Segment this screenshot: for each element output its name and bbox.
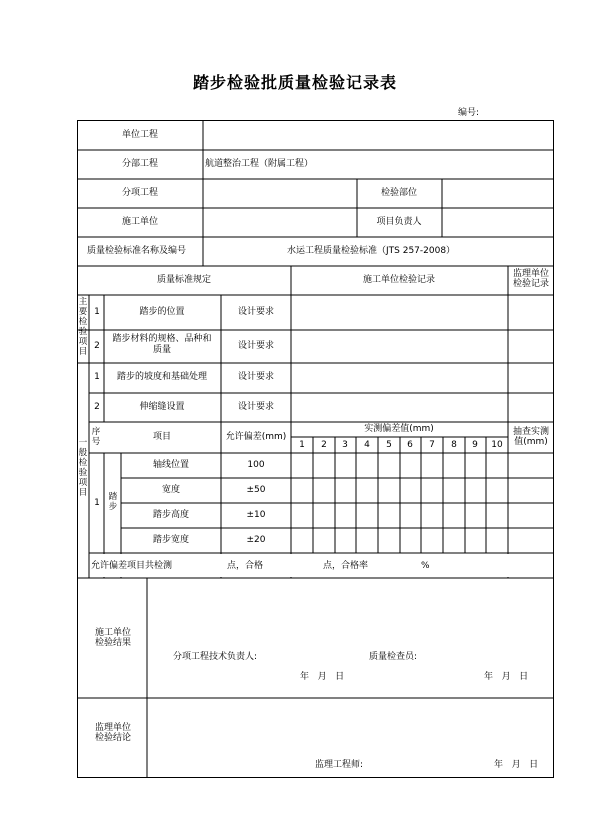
- page-title: 踏步检验批质量检验记录表: [192, 73, 397, 92]
- tech-leader-label: 分项工程技术负责人:: [173, 652, 258, 662]
- sub-row-3-item: 踏步高度: [152, 510, 190, 520]
- construction-date-right: 年 月 日: [484, 672, 529, 682]
- summary-points-rate: 点，合格率: [323, 561, 369, 571]
- sub-row-4-tolerance: ±20: [246, 535, 266, 545]
- inspector-label: 质量检查员:: [369, 652, 418, 662]
- sub-group-label: 踏步: [108, 492, 118, 512]
- measured-col-5: 5: [386, 440, 392, 450]
- supervision-engineer-label: 监理工程师:: [315, 760, 364, 770]
- sub-row-3-tolerance: ±10: [246, 510, 266, 520]
- measured-col-9: 9: [472, 440, 478, 450]
- construction-date-left: 年 月 日: [300, 672, 345, 682]
- measured-col-2: 2: [321, 440, 327, 450]
- sub-row-1-item: 轴线位置: [152, 460, 190, 470]
- project-leader-label: 项目负责人: [376, 217, 422, 227]
- main-item-1-requirement: 设计要求: [237, 307, 275, 317]
- subdivision-project-label: 分项工程: [121, 188, 159, 198]
- sub-row-1-tolerance: 100: [247, 460, 265, 470]
- construction-unit-label: 施工单位: [121, 217, 159, 227]
- item-header: 项目: [152, 432, 172, 442]
- measured-col-3: 3: [342, 440, 348, 450]
- measured-col-8: 8: [451, 440, 457, 450]
- general-item-1-requirement: 设计要求: [237, 372, 275, 382]
- supervision-record-header-l2: 检验记录: [512, 279, 550, 289]
- division-project-label: 分部工程: [121, 159, 159, 169]
- check-header-l1: 抽查实测: [512, 427, 550, 437]
- measured-col-1: 1: [299, 440, 305, 450]
- main-item-2-name-l2: 质量: [152, 345, 172, 355]
- measured-col-6: 6: [407, 440, 413, 450]
- division-value: 航道整治工程（附属工程）: [205, 159, 314, 169]
- inspection-part-label: 检验部位: [380, 188, 418, 198]
- sub-row-2-item: 宽度: [161, 485, 181, 495]
- standard-label: 质量检验标准名称及编号: [87, 246, 187, 256]
- unit-project-label: 单位工程: [121, 130, 159, 140]
- supervision-conclusion-label-l1: 监理单位: [94, 723, 132, 733]
- construction-result-label-l2: 检验结果: [94, 638, 132, 648]
- general-item-2-requirement: 设计要求: [237, 402, 275, 412]
- summary-pass-points: 点，合格: [227, 561, 264, 571]
- general-item-2-name: 伸缩缝设置: [139, 402, 185, 412]
- standard-value: 水运工程质量检验标准（JTS 257-2008）: [287, 246, 456, 256]
- measured-header: 实测偏差值(mm): [364, 424, 434, 434]
- inspection-form: [77, 120, 554, 778]
- main-item-2-no: 2: [94, 341, 100, 351]
- measured-col-10: 10: [491, 440, 503, 450]
- supervision-record-header-l1: 监理单位: [512, 269, 550, 279]
- sub-row-4-item: 踏步宽度: [152, 535, 190, 545]
- general-item-1-name: 踏步的坡度和基础处理: [116, 372, 208, 382]
- summary-prefix: 允许偏差项目共检测: [91, 561, 173, 571]
- quality-standard-header: 质量标准规定: [156, 275, 212, 285]
- construction-record-header: 施工单位检验记录: [362, 275, 436, 285]
- construction-result-label-l1: 施工单位: [94, 628, 132, 638]
- sub-row-2-tolerance: ±50: [246, 485, 266, 495]
- main-item-1-name: 踏步的位置: [139, 307, 185, 317]
- general-item-1-no: 1: [94, 372, 100, 382]
- measured-col-7: 7: [429, 440, 435, 450]
- main-item-2-name-l1: 踏步材料的规格、品种和: [112, 334, 212, 344]
- number-label: 编号:: [458, 108, 480, 118]
- seq-header: 序号: [91, 427, 101, 447]
- supervision-conclusion-label-l2: 检验结论: [94, 733, 132, 743]
- general-items-group-label: 一般检验项目: [78, 438, 88, 498]
- main-item-2-requirement: 设计要求: [237, 341, 275, 351]
- supervision-date: 年 月 日: [494, 760, 539, 770]
- summary-percent: %: [421, 561, 430, 571]
- main-item-1-no: 1: [94, 307, 100, 317]
- check-header-l2: 值(mm): [514, 437, 548, 447]
- general-item-2-no: 2: [94, 402, 100, 412]
- main-items-group-label: 主要检验项目: [78, 297, 88, 357]
- sub-no: 1: [94, 498, 100, 508]
- measured-col-4: 4: [364, 440, 370, 450]
- tolerance-header: 允许偏差(mm): [225, 432, 287, 442]
